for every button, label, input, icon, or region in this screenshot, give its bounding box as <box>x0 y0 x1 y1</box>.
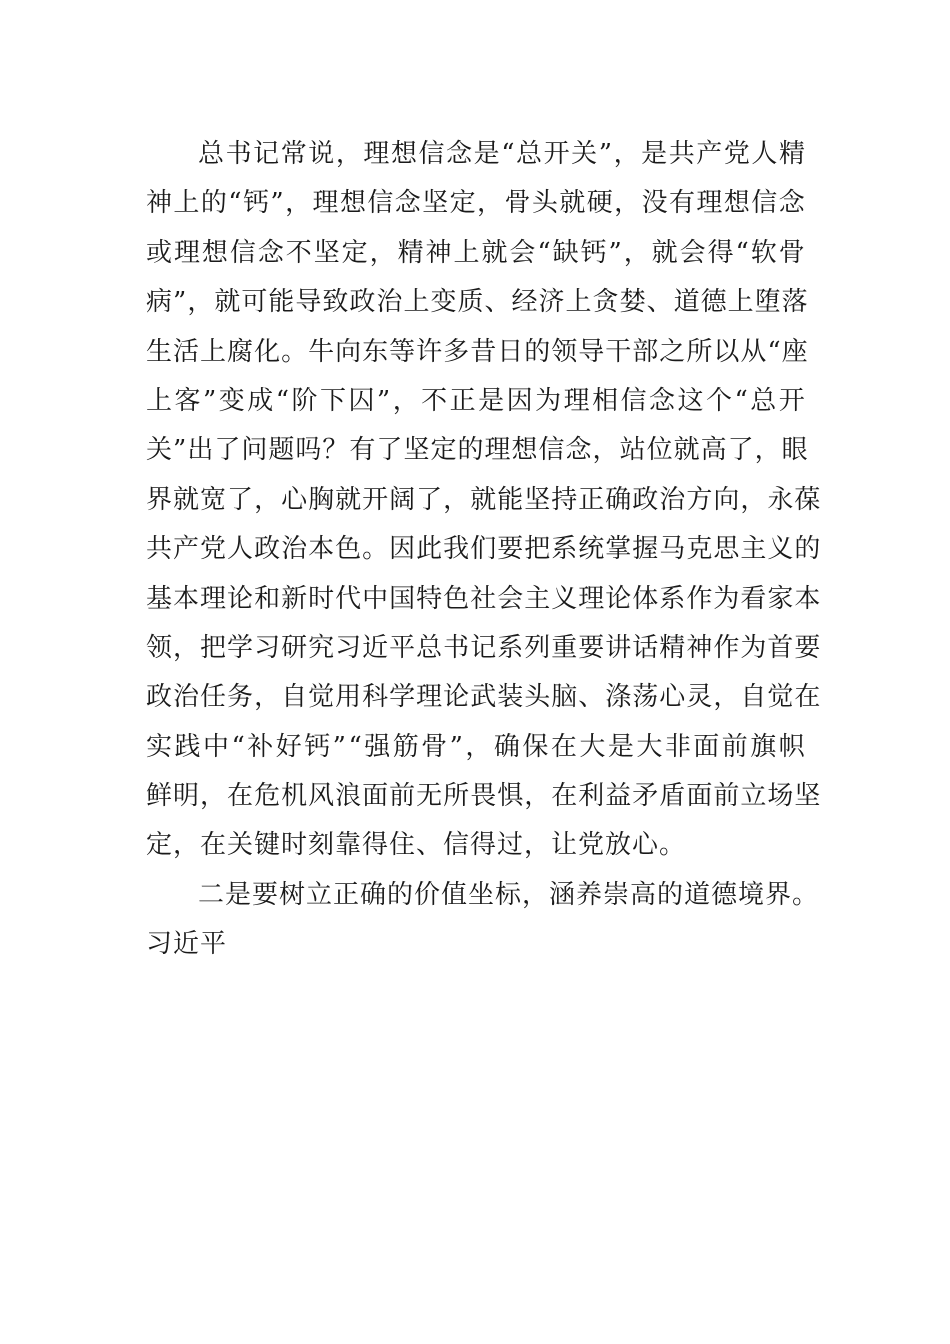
text-line: 神 上 的 “ 钙 ” ， 理 想 信 念 坚 定 ， 骨 头 就 硬 ， 没 有 理 想 信 念 <box>146 188 806 219</box>
text-line: 生 活 上 腐 化 。 牛 向 东 等 许 多 昔 日 的 领 导 干 部 之 所 以 从 “ 座 <box>146 336 809 367</box>
text-line: 病 ” ， 就 可 能 导 致 政 治 上 变 质 、 经 济 上 贪 婪 、 道 德 上 堕 落 <box>146 287 809 318</box>
paragraph-2 <box>146 871 820 970</box>
text-line: 界 就 宽 了 ， 心 胸 就 开 阔 了 ， 就 能 坚 持 正 确 政 治 方 向 ， 永 葆 <box>146 484 822 515</box>
text-line: 习近平 <box>146 929 228 960</box>
text-line: 鲜 明 ， 在 危 机 风 浪 面 前 无 所 畏 惧 ， 在 利 益 矛 盾 面 前 立 场 坚 <box>146 781 822 812</box>
text-line: 实 践 中 “ 补 好 钙 ” “ 强 筋 骨 ” ， 确 保 在 大 是 大 非 面 前 旗 帜 <box>146 731 806 762</box>
text-line: 关 ” 出 了 问 题 吗 ？ 有 了 坚 定 的 理 想 信 念 ， 站 位 就 高 了 ， 眼 <box>146 435 809 466</box>
document-body <box>146 130 822 970</box>
text-line: 或 理 想 信 念 不 坚 定 ， 精 神 上 就 会 “ 缺 钙 ” ， 就 会 得 “ 软 骨 <box>146 237 806 268</box>
text-line: 总 书 记 常 说 ， 理 想 信 念 是 “ 总 开 关 ” ， 是 共 产 党 人 精 <box>198 139 806 169</box>
text-line: 二是要树立正确的价值坐标，涵养崇高的道德境界。 <box>198 879 820 910</box>
text-line: 定，在关键时刻靠得住、信得过，让党放心。 <box>146 830 687 861</box>
text-line: 政 治 任 务 ， 自 觉 用 科 学 理 论 武 装 头 脑 、 涤 荡 心 灵 ， 自 觉 在 <box>146 682 822 713</box>
text-line: 共 产 党 人 政 治 本 色 。 因 此 我 们 要 把 系 统 掌 握 马 克 思 主 义 的 <box>146 534 822 565</box>
text-line: 领 ， 把 学 习 研 究 习 近 平 总 书 记 系 列 重 要 讲 话 精 神 作 为 首 要 <box>146 632 822 663</box>
paragraph-1 <box>146 130 822 871</box>
text-line: 上 客 ” 变 成 “ 阶 下 囚 ” ， 不 正 是 因 为 理 相 信 念 这 个 “ 总 开 <box>146 385 806 416</box>
text-line: 基 本 理 论 和 新 时 代 中 国 特 色 社 会 主 义 理 论 体 系 作 为 看 家 本 <box>146 583 822 614</box>
